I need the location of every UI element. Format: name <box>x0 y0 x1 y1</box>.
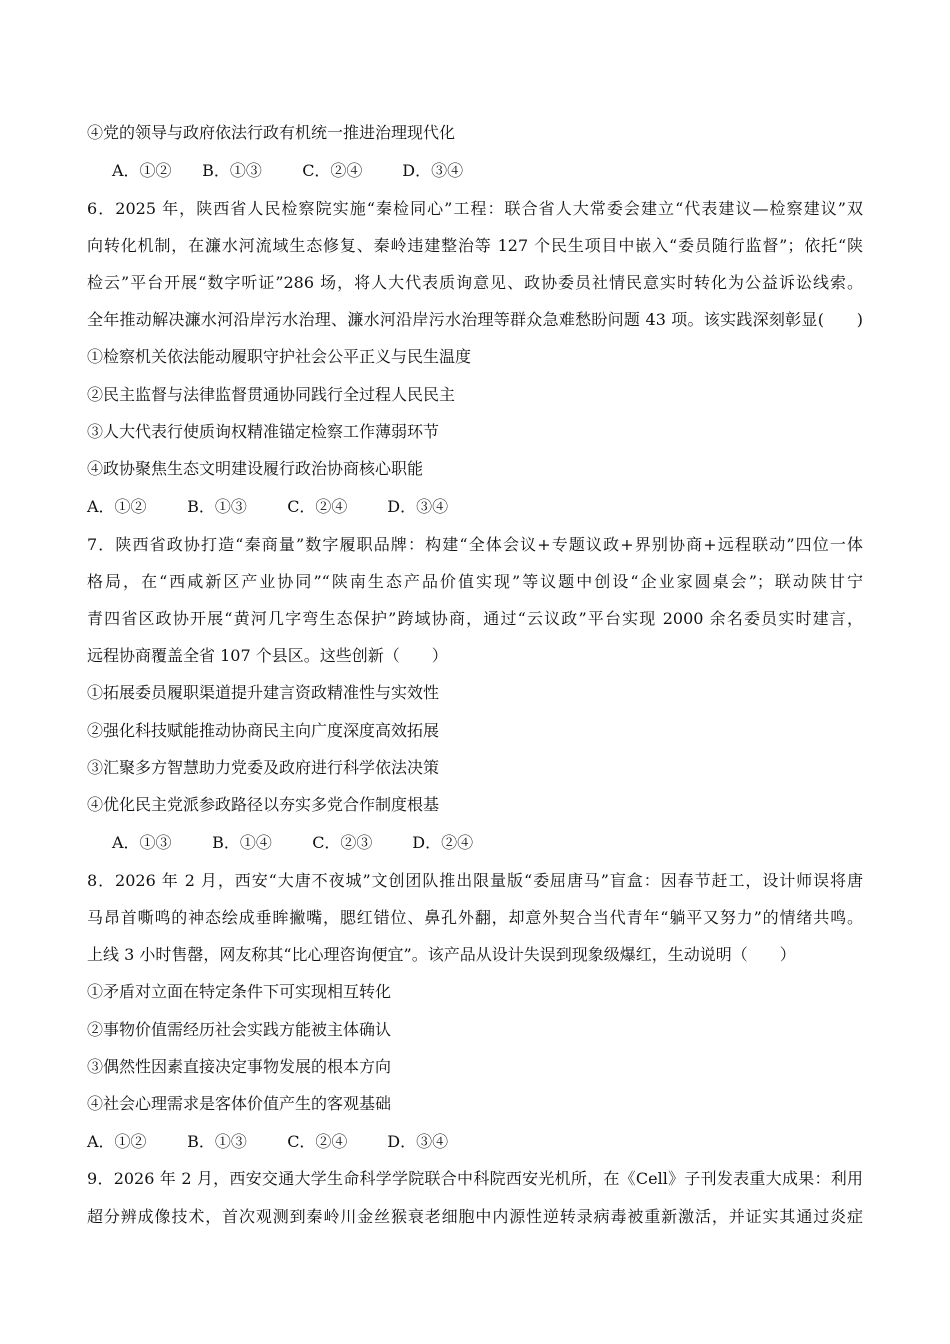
q6-option-a[interactable]: A．①② <box>87 497 147 516</box>
q9-stem-line-2: 超分辨成像技术，首次观测到秦岭川金丝猴衰老细胞中内源性逆转录病毒被重新激活，并证实其通过炎症 <box>87 1207 863 1226</box>
q6-stem-line-4: 全年推动解决濂水河沿岸污水治理、濂水河沿岸污水治理等群众急难愁盼问题 43 项。该实践深刻彰显( ) <box>87 310 863 329</box>
q6-option-c[interactable]: C．②④ <box>287 497 348 516</box>
q6-item-3: ③人大代表行使质询权精准锚定检察工作薄弱环节 <box>87 422 440 441</box>
q7-stem-line-4: 远程协商覆盖全省 107 个县区。这些创新（ ） <box>87 646 448 665</box>
q8-stem-line-1: 8．2026 年 2 月，西安“大唐不夜城”文创团队推出限量版“委屈唐马”盲盒：因春节赶工，设计师误将唐 <box>87 871 863 890</box>
q8-item-4: ④社会心理需求是客体价值产生的客观基础 <box>87 1094 392 1113</box>
q6-stem-line-2: 向转化机制，在濂水河流域生态修复、秦岭违建整治等 127 个民生项目中嵌入“委员随行监督”；依托“陕 <box>87 236 863 255</box>
q8-stem-line-2: 马昂首嘶鸣的神态绘成垂眸撇嘴，腮红错位、鼻孔外翻，却意外契合当代青年“躺平又努力”的情绪共鸣。 <box>87 908 863 927</box>
q7-item-3: ③汇聚多方智慧助力党委及政府进行科学依法决策 <box>87 758 440 777</box>
q7-item-4: ④优化民主党派参政路径以夯实多党合作制度根基 <box>87 795 440 814</box>
q7-option-d[interactable]: D．②④ <box>412 833 474 852</box>
q8-options <box>87 1130 448 1154</box>
q5-option-d[interactable]: D．③④ <box>402 161 464 180</box>
q6-option-b[interactable]: B．①③ <box>187 497 247 516</box>
q6-item-4: ④政协聚焦生态文明建设履行政治协商核心职能 <box>87 459 424 478</box>
q8-item-3: ③偶然性因素直接决定事物发展的根本方向 <box>87 1057 392 1076</box>
q5-option-b[interactable]: B．①③ <box>202 161 262 180</box>
q6-stem-line-3: 检云”平台开展“数字听证”286 场，将人大代表质询意见、政协委员社情民意实时转化为公益诉讼线索。 <box>87 273 863 292</box>
q7-options <box>112 831 473 855</box>
q7-stem-line-3: 青四省区政协开展“黄河几字弯生态保护”跨域协商，通过“云议政”平台实现 2000 余名委员实时建言， <box>87 609 863 628</box>
q6-item-1: ①检察机关依法能动履职守护社会公平正义与民生温度 <box>87 347 472 366</box>
q6-stem-line-1: 6．2025 年，陕西省人民检察院实施“秦检同心”工程：联合省人大常委会建立“代表建议—检察建议”双 <box>87 199 863 218</box>
q7-stem-line-1: 7．陕西省政协打造“秦商量”数字履职品牌：构建“全体会议+专题议政+界别协商+远程联动”四位一体 <box>87 535 863 554</box>
q5-option-a[interactable]: A．①② <box>112 161 172 180</box>
q8-option-b[interactable]: B．①③ <box>187 1132 247 1151</box>
q7-stem-line-2: 格局，在“西咸新区产业协同”“陕南生态产品价值实现”等议题中创设“企业家圆桌会”；联动陕甘宁 <box>87 572 863 591</box>
q9-stem-line-1: 9．2026 年 2 月，西安交通大学生命科学学院联合中科院西安光机所，在《Cell》子刊发表重大成果：利用 <box>87 1169 863 1188</box>
q5-item-4: ④党的领导与政府依法行政有机统一推进治理现代化 <box>87 123 456 142</box>
q8-item-2: ②事物价值需经历社会实践方能被主体确认 <box>87 1020 392 1039</box>
q7-item-1: ①拓展委员履职渠道提升建言资政精准性与实效性 <box>87 683 440 702</box>
q7-item-2: ②强化科技赋能推动协商民主向广度深度高效拓展 <box>87 721 440 740</box>
q5-option-c[interactable]: C．②④ <box>302 161 363 180</box>
q7-option-a[interactable]: A．①③ <box>112 833 172 852</box>
q6-item-2: ②民主监督与法律监督贯通协同践行全过程人民民主 <box>87 385 456 404</box>
q6-option-d[interactable]: D．③④ <box>387 497 449 516</box>
q8-option-d[interactable]: D．③④ <box>387 1132 449 1151</box>
q8-option-c[interactable]: C．②④ <box>287 1132 348 1151</box>
q6-options <box>87 495 448 519</box>
q7-option-c[interactable]: C．②③ <box>312 833 373 852</box>
q8-stem-line-3: 上线 3 小时售罄，网友称其“比心理咨询便宜”。该产品从设计失误到现象级爆红，生动说明（ ） <box>87 945 796 964</box>
q5-options <box>112 159 463 183</box>
q8-option-a[interactable]: A．①② <box>87 1132 147 1151</box>
q7-option-b[interactable]: B．①④ <box>212 833 272 852</box>
q8-item-1: ①矛盾对立面在特定条件下可实现相互转化 <box>87 982 392 1001</box>
